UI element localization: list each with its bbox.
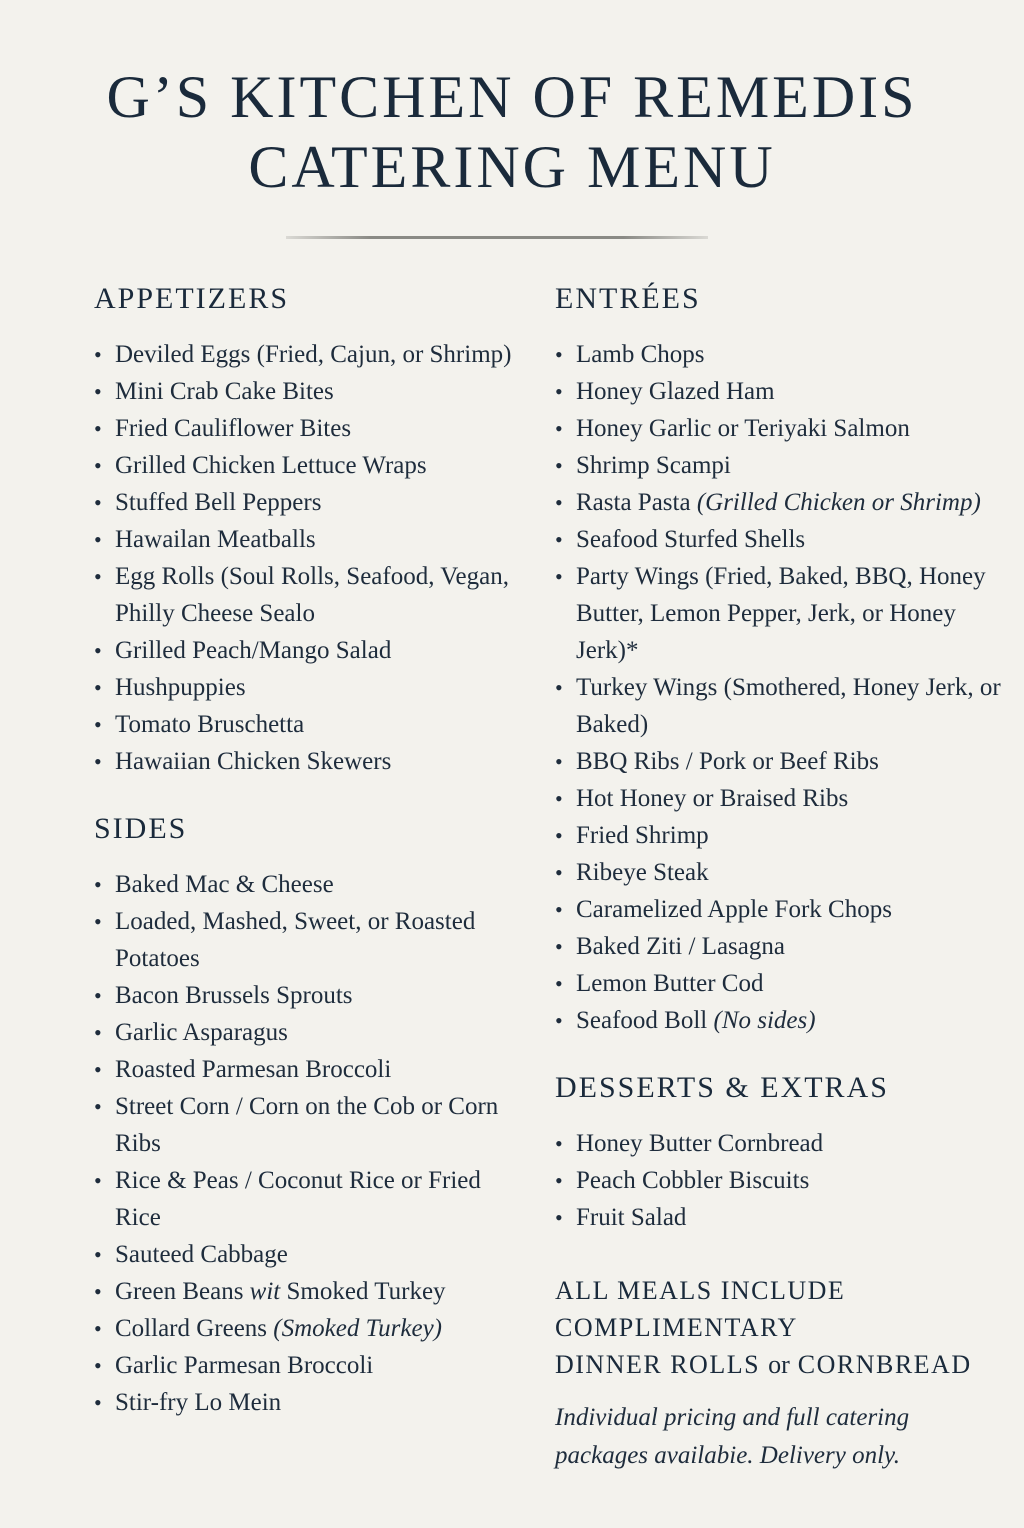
menu-item-text: Egg Rolls (Soul Rolls, Seafood, Vegan, Philly Cheese Sealo [115, 563, 509, 627]
menu-item [94, 1088, 514, 1162]
menu-item-text: Caramelized Apple Fork Chops [576, 896, 892, 923]
menu-item [94, 558, 514, 632]
desserts-list [555, 1125, 1015, 1236]
left-column [94, 280, 514, 1421]
menu-item [555, 928, 1015, 965]
included-line-3a: DINNER ROLLS [555, 1350, 769, 1379]
menu-item [94, 977, 514, 1014]
appetizers-heading: APPETIZERS [94, 282, 290, 315]
menu-item-note: (No sides) [713, 1007, 816, 1034]
menu-item [555, 780, 1015, 817]
menu-item-text: Baked Ziti / Lasagna [576, 933, 785, 960]
menu-item [94, 447, 514, 484]
sides-section [94, 810, 514, 1421]
entrees-heading: ENTRÉES [555, 282, 701, 315]
menu-item [555, 965, 1015, 1002]
menu-item [94, 336, 514, 373]
menu-item-text: Sauteed Cabbage [115, 1241, 288, 1268]
menu-item-text: Seafood Boll [576, 1007, 714, 1034]
desserts-heading: DESSERTS & EXTRAS [555, 1071, 889, 1104]
menu-item [94, 1162, 514, 1236]
included-line-3b: CORNBREAD [789, 1350, 972, 1379]
included-line-3 [555, 1346, 1015, 1383]
menu-item [94, 1310, 514, 1347]
menu-item [555, 743, 1015, 780]
menu-item-text: Stir-fry Lo Mein [115, 1389, 282, 1416]
menu-item-text: Seafood Sturfed Shells [576, 526, 806, 553]
menu-item-text: Collard Greens [115, 1315, 274, 1342]
menu-item-text: Hawaiian Chicken Skewers [115, 748, 392, 775]
menu-item [555, 1002, 1015, 1039]
menu-item-text: Lamb Chops [576, 341, 705, 368]
menu-item-text: Honey Glazed Ham [576, 378, 775, 405]
menu-item [94, 1273, 514, 1310]
menu-item-text: Turkey Wings (Smothered, Honey Jerk, or Baked) [576, 674, 1001, 738]
menu-item-note: wit [249, 1278, 281, 1305]
menu-item-text: Party Wings (Fried, Baked, BBQ, Honey Butter, Lemon Pepper, Jerk, or Honey Jerk)* [576, 563, 986, 664]
menu-item-text: Roasted Parmesan Broccoli [115, 1056, 392, 1083]
sides-heading: SIDES [94, 812, 188, 845]
menu-item-text: Loaded, Mashed, Sweet, or Roasted Potatoes [115, 908, 476, 972]
menu-item-text: Tomato Bruschetta [115, 711, 305, 738]
menu-item-text: Grilled Peach/Mango Salad [115, 637, 392, 664]
menu-item [94, 903, 514, 977]
included-or: or [768, 1350, 790, 1379]
menu-item-text: Deviled Eggs (Fried, Cajun, or Shrimp) [115, 341, 512, 368]
included-line-2: COMPLIMENTARY [555, 1313, 798, 1342]
menu-item-note: (Grilled Chicken or Shrimp) [696, 489, 981, 516]
menu-item-text: BBQ Ribs / Pork or Beef Ribs [576, 748, 879, 775]
menu-item-text: Street Corn / Corn on the Cob or Corn Ribs [115, 1093, 499, 1157]
menu-item [555, 558, 1015, 669]
menu-item [94, 373, 514, 410]
menu-item [94, 866, 514, 903]
menu-item [555, 447, 1015, 484]
menu-item [94, 1014, 514, 1051]
entrees-list [555, 336, 1015, 1039]
menu-item-text: Stuffed Bell Peppers [115, 489, 322, 516]
menu-item [555, 1199, 1015, 1236]
menu-item-text: Hot Honey or Braised Ribs [576, 785, 849, 812]
menu-item [94, 1051, 514, 1088]
menu-item-text: Ribeye Steak [576, 859, 709, 886]
title-divider [286, 236, 708, 239]
menu-item-text: Shrimp Scampi [576, 452, 731, 479]
menu-item [94, 410, 514, 447]
title-line-1: G’S KITCHEN OF REMEDIS [106, 64, 918, 130]
menu-item-text: Baked Mac & Cheese [115, 871, 334, 898]
menu-item [555, 817, 1015, 854]
menu-item [555, 336, 1015, 373]
menu-item [555, 891, 1015, 928]
menu-item-note: (Smoked Turkey) [273, 1315, 442, 1342]
menu-item [94, 1384, 514, 1421]
menu-item [94, 1236, 514, 1273]
menu-item [555, 484, 1015, 521]
menu-item-text: Hawailan Meatballs [115, 526, 316, 553]
sides-list [94, 866, 514, 1421]
appetizers-list [94, 336, 514, 780]
menu-item [555, 521, 1015, 558]
menu-item [555, 1125, 1015, 1162]
menu-item [94, 669, 514, 706]
desserts-section [555, 1069, 1015, 1236]
menu-item-text: Mini Crab Cake Bites [115, 378, 334, 405]
menu-item-text: Bacon Brussels Sprouts [115, 982, 353, 1009]
menu-item-text-after: Smoked Turkey [280, 1278, 446, 1305]
menu-item-text: Garlic Asparagus [115, 1019, 288, 1046]
menu-item-text: Rice & Peas / Coconut Rice or Fried Rice [115, 1167, 481, 1231]
menu-item-text: Honey Butter Cornbread [576, 1130, 824, 1157]
menu-item [94, 521, 514, 558]
menu-item [555, 410, 1015, 447]
menu-item-text: Fried Cauliflower Bites [115, 415, 352, 442]
menu-item [555, 373, 1015, 410]
menu-item-text: Rasta Pasta [576, 489, 697, 516]
right-column [555, 280, 1015, 1475]
menu-item-text: Green Beans [115, 1278, 250, 1305]
included-line-1: ALL MEALS INCLUDE [555, 1276, 846, 1305]
menu-item-text: Peach Cobbler Biscuits [576, 1167, 810, 1194]
footer-note: Individual pricing and full catering packages availabie. Delivery only. [555, 1404, 910, 1469]
menu-item-text: Fruit Salad [576, 1204, 687, 1231]
menu-item-text: Grilled Chicken Lettuce Wraps [115, 452, 427, 479]
menu-item [555, 669, 1015, 743]
included-notice [555, 1272, 1015, 1383]
menu-item [94, 1347, 514, 1384]
menu-item-text: Lemon Butter Cod [576, 970, 764, 997]
appetizers-section [94, 280, 514, 780]
menu-item-text: Honey Garlic or Teriyaki Salmon [576, 415, 910, 442]
menu-item [94, 706, 514, 743]
menu-item [94, 484, 514, 521]
menu-item [94, 743, 514, 780]
title-line-2: CATERING MENU [248, 134, 776, 200]
menu-item-text: Garlic Parmesan Broccoli [115, 1352, 374, 1379]
menu-item-text: Hushpuppies [115, 674, 246, 701]
menu-item-text: Fried Shrimp [576, 822, 709, 849]
menu-item [94, 632, 514, 669]
menu-title [0, 62, 1024, 202]
menu-item [555, 1162, 1015, 1199]
menu-item [555, 854, 1015, 891]
entrees-section [555, 280, 1015, 1039]
